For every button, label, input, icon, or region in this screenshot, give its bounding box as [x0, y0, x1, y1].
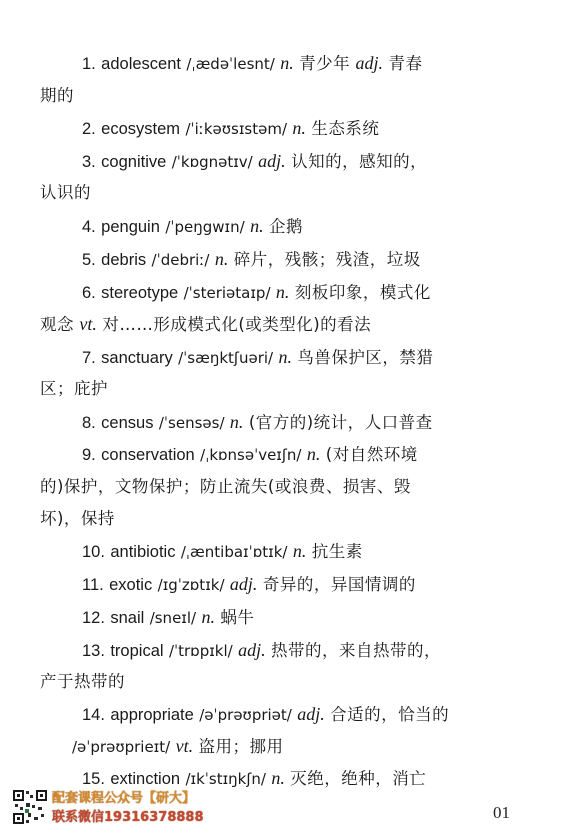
- part-of-speech: n.: [250, 216, 264, 236]
- promo-line-2: 联系微信19316378888: [52, 810, 204, 825]
- definition: 碎片，残骸；残渣，垃圾: [233, 250, 421, 269]
- part-of-speech: adj.: [258, 151, 286, 171]
- entry-number: 7.: [82, 349, 96, 367]
- definition: 对……形成模式化(或类型化)的看法: [102, 315, 372, 334]
- headword: conservation: [101, 446, 195, 464]
- phonetic: /ɪkˈstɪŋkʃn/: [185, 770, 266, 788]
- entry-number: 1.: [82, 55, 96, 73]
- entry-number: 11.: [82, 576, 104, 594]
- headword: snail: [110, 609, 145, 627]
- entry-line: [82, 703, 514, 726]
- phonetic: /ɪgˈzɒtɪk/: [157, 576, 225, 594]
- entry-number: 10.: [82, 543, 105, 561]
- headword: penguin: [101, 218, 160, 236]
- phonetic: /ˈkɒgnətɪv/: [171, 153, 253, 171]
- part-of-speech: adj.: [238, 640, 266, 660]
- entry-line: [82, 281, 514, 304]
- phonetic: /əˈprəʊprieɪt/: [72, 738, 171, 756]
- part-of-speech: n.: [201, 607, 215, 627]
- definition: 观念: [40, 315, 74, 334]
- entry-continuation: [40, 182, 520, 204]
- definition: 灭绝，绝种，消亡: [290, 769, 427, 788]
- entry-line: [82, 767, 514, 790]
- entry-continuation: [40, 671, 520, 693]
- part-of-speech: n.: [271, 768, 285, 788]
- entry-line: [82, 411, 514, 434]
- headword: debris: [101, 251, 147, 269]
- definition: 的)保护，文物保护；防止流失(或浪费、损害、毁: [40, 477, 411, 496]
- qr-code-icon: [12, 789, 48, 825]
- entry-continuation: [40, 313, 520, 336]
- entry-continuation: [40, 378, 520, 400]
- definition: 盗用；挪用: [198, 737, 284, 756]
- headword: adolescent: [101, 55, 181, 73]
- phonetic: /ˌkɒnsəˈveɪʃn/: [200, 446, 302, 464]
- definition: 青少年: [299, 54, 351, 73]
- definition: 产于热带的: [40, 672, 125, 691]
- definition: 抗生素: [311, 542, 363, 561]
- definition: 青春: [388, 54, 423, 73]
- part-of-speech: n.: [275, 282, 290, 302]
- entry-continuation: [40, 508, 520, 530]
- definition: 认知的，感知的，: [291, 152, 428, 171]
- headword: appropriate: [110, 706, 194, 724]
- entry-number: 4.: [82, 218, 96, 236]
- entry-line: [82, 215, 514, 238]
- entry-line: [82, 117, 514, 140]
- definition: 生态系统: [311, 119, 380, 138]
- part-of-speech: n.: [292, 118, 306, 138]
- part-of-speech: n.: [292, 541, 307, 561]
- entry-number: 2.: [82, 120, 96, 138]
- entry-line: [82, 52, 514, 75]
- headword: ecosystem: [101, 120, 181, 138]
- entry-line: [82, 540, 514, 563]
- phonetic: /ˈtrɒpɪkl/: [168, 642, 233, 660]
- phonetic: /ˌædəˈlesnt/: [186, 55, 275, 73]
- entry-number: 13.: [82, 642, 105, 660]
- part-of-speech: n.: [280, 53, 294, 73]
- entry-line: [82, 150, 514, 173]
- entry-line: [82, 443, 514, 466]
- headword: exotic: [109, 576, 153, 594]
- entry-line: [82, 346, 514, 369]
- phonetic: /sneɪl/: [149, 609, 197, 627]
- promo-line-1: 配套课程公众号【研大】: [52, 791, 196, 806]
- phonetic: /ˈsteriətaɪp/: [183, 284, 271, 302]
- phonetic: /ˈiːkəʊsɪstəm/: [185, 120, 287, 138]
- definition: 区；庇护: [40, 379, 108, 398]
- headword: sanctuary: [101, 349, 173, 367]
- headword: extinction: [110, 770, 181, 788]
- definition: (官方的)统计，人口普查: [248, 413, 433, 432]
- definition: 期的: [40, 86, 74, 105]
- entry-number: 9.: [82, 446, 96, 464]
- entry-number: 14.: [82, 706, 105, 724]
- phonetic: /əˈprəʊpriət/: [199, 706, 292, 724]
- definition: 奇异的，异国情调的: [262, 575, 416, 594]
- definition: 刻板印象，模式化: [294, 283, 431, 302]
- entry-line: [82, 248, 514, 271]
- phonetic: /ˌæntibaɪˈɒtɪk/: [180, 543, 288, 561]
- entry-line: [82, 606, 514, 629]
- phonetic: /ˈdebriː/: [151, 251, 210, 269]
- part-of-speech: n.: [214, 249, 229, 269]
- part-of-speech: n.: [229, 412, 244, 432]
- part-of-speech: adj.: [355, 53, 384, 73]
- definition: 企鹅: [268, 217, 303, 236]
- page-number: 01: [493, 803, 510, 822]
- headword: tropical: [110, 642, 164, 660]
- definition: 热带的，来自热带的，: [271, 641, 442, 660]
- phonetic: /ˈsensəs/: [158, 414, 225, 432]
- entry-number: 12.: [82, 609, 105, 627]
- headword: antibiotic: [110, 543, 176, 561]
- part-of-speech: n.: [278, 347, 292, 367]
- part-of-speech: n.: [306, 444, 321, 464]
- headword: stereotype: [101, 284, 179, 302]
- promo-banner: [52, 789, 227, 829]
- definition: 蜗牛: [220, 608, 255, 627]
- definition: (对自然环境: [325, 445, 418, 464]
- definition: 坏)，保持: [40, 509, 115, 528]
- entry-number: 5.: [82, 251, 96, 269]
- entry-number: 6.: [82, 284, 96, 302]
- definition: 合适的，恰当的: [330, 705, 450, 724]
- part-of-speech: adj.: [229, 574, 258, 594]
- headword: cognitive: [101, 153, 167, 171]
- entry-number: 15.: [82, 770, 105, 788]
- entry-line: [82, 573, 514, 596]
- definition: 认识的: [40, 183, 91, 202]
- phonetic: /ˈsæŋktʃuəri/: [178, 349, 274, 367]
- phonetic: /ˈpeŋgwɪn/: [165, 218, 245, 236]
- entry-continuation: [40, 85, 520, 107]
- definition: 鸟兽保护区，禁猎: [297, 348, 434, 367]
- entry-number: 3.: [82, 153, 96, 171]
- entry-continuation: [40, 476, 520, 498]
- part-of-speech: vt.: [175, 736, 194, 756]
- part-of-speech: vt.: [79, 314, 97, 334]
- headword: census: [101, 414, 154, 432]
- entry-continuation: [72, 735, 552, 758]
- entry-number: 8.: [82, 414, 96, 432]
- entry-line: [82, 639, 514, 662]
- part-of-speech: adj.: [297, 704, 325, 724]
